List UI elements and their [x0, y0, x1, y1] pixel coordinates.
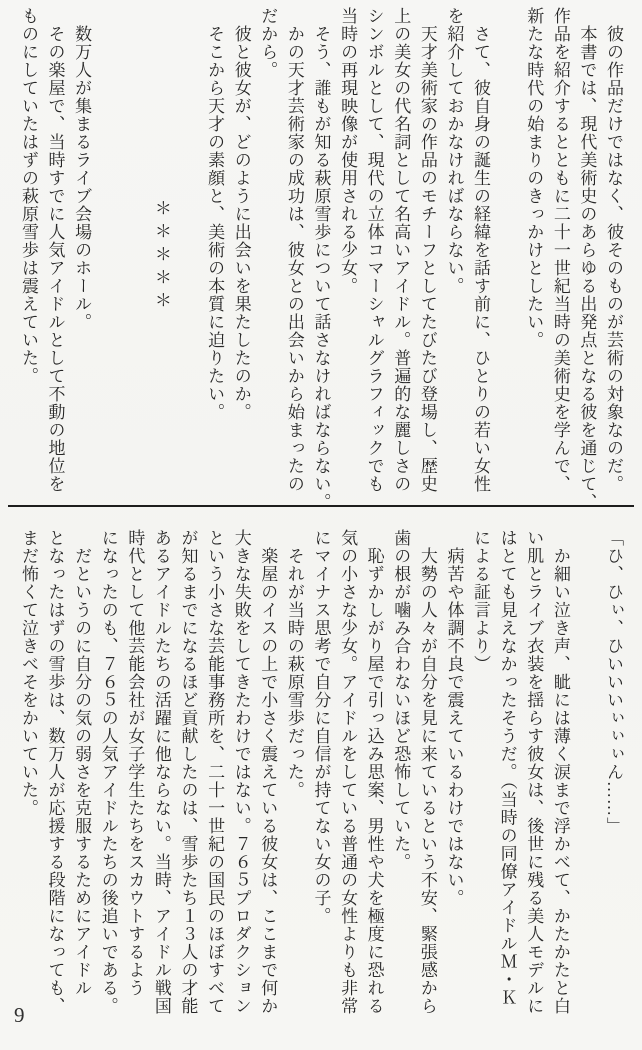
text-line: による証言より）	[471, 529, 491, 673]
text-line: 大きな失敗をしてきたわけではない。７６５プロダクション	[231, 529, 251, 1015]
blank-line	[121, 7, 148, 505]
text-line: 時代として他芸能会社が女子学生たちをスカウトするよう	[125, 529, 145, 997]
text-line: それが当時の萩原雪歩だった。	[284, 547, 304, 799]
text-line: かの天才芸術家の成功は、彼女との出会いから始まったの	[284, 25, 304, 493]
text-line: になったのも、７６５の人気アイドルたちの後追いである。	[98, 529, 118, 1015]
text-line: そう、誰もが知る萩原雪歩について話さなければならない。	[311, 25, 331, 511]
text-line: 上の美女の代名詞として名高いアイドル。普遍的な麗しさの	[391, 7, 411, 493]
text-line: 新たな時代の始まりのきっかけとしたい。	[524, 7, 544, 349]
text-line: そこから天才の素顔と、美術の本質に迫りたい。	[205, 25, 225, 421]
text-line: 病苦や体調不良で震えているわけではない。	[444, 547, 464, 907]
text-line: 歯の根が噛み合わないほど恐怖していた。	[391, 529, 411, 871]
text-line: 気の小さな少女。アイドルをしている普通の女性よりも非常	[338, 529, 358, 1015]
text-line: という小さな芸能事務所を、二十一世紀の国民のほぼすべて	[205, 529, 225, 1015]
text-line: だから。	[258, 7, 278, 79]
text-line: ＊＊＊＊＊	[151, 198, 171, 314]
text-line: 彼の作品だけではなく、彼そのものが芸術の対象なのだ。	[604, 25, 623, 493]
top-text-block	[10, 7, 626, 511]
section-divider	[8, 505, 634, 507]
text-line: 大勢の人々が自分を見に来ているという不安、緊張感から	[417, 547, 437, 1015]
text-line: にマイナス思考で自分に自信が持てない女の子。	[311, 529, 331, 925]
text-line: となったはずの雪歩は、数万人が応援する段階になっても、	[45, 529, 65, 1015]
text-line: まだ怖くて泣きべそをかいていた。	[18, 529, 38, 817]
bottom-text-block	[10, 529, 626, 1017]
text-line: 天才美術家の作品のモチーフとしてたびたび登場し、歴史	[417, 25, 437, 493]
text-line: 本書では、現代美術史のあらゆる出発点となる彼を通じて、	[577, 25, 597, 511]
text-line: を紹介しておかなければならない。	[444, 7, 464, 295]
text-line: が知るまでになるほど貢献したのは、雪歩たち１３人の才能	[178, 529, 198, 1015]
text-line: だというのに自分の気の弱さを克服するためにアイドル	[72, 547, 92, 997]
blank-line	[493, 7, 520, 505]
text-line: 数万人が集まるライブ会場のホール。	[72, 25, 92, 331]
text-line: ものにしていたはずの萩原雪歩は震えていた。	[18, 7, 38, 385]
text-line: か細い泣き声、眦には薄く涙まで浮かべて、かたかたと白	[550, 547, 570, 1015]
text-line: 楽屋のイスの上で小さく震えている彼女は、ここまで何か	[258, 547, 278, 1015]
blank-line	[94, 7, 121, 505]
text-line: 「ひ、ひぃ、ひいいいぃぃぃん……」	[604, 529, 623, 835]
text-line: あるアイドルたちの活躍に他ならない。当時、アイドル戦国	[151, 529, 171, 1015]
text-line: さて、彼自身の誕生の経緯を話す前に、ひとりの若い女性	[471, 25, 491, 493]
text-line: 恥ずかしがり屋で引っ込み思案、男性や犬を極度に恐れる	[364, 547, 384, 1015]
blank-line	[573, 529, 600, 1017]
text-line: 彼と彼女が、どのように出会いを果たしたのか。	[231, 25, 251, 421]
page-number: 9	[14, 1003, 25, 1027]
text-line: い肌とライブ衣装を揺らす彼女は、後世に残る美人モデルに	[524, 529, 544, 1015]
text-line: 当時の再現映像が使用される少女。	[338, 7, 358, 295]
text-line: 作品を紹介するとともに二十一世紀当時の美術史を学んで、	[550, 7, 570, 493]
text-line: シンボルとして、現代の立体コマーシャルグラフィックでも	[364, 7, 384, 493]
blank-line	[174, 7, 201, 505]
text-line: はとても見えなかったそうだ。（当時の同僚アイドルＭ・Ｋ	[497, 529, 517, 1007]
text-line: その楽屋で、当時すでに人気アイドルとして不動の地位を	[45, 25, 65, 493]
